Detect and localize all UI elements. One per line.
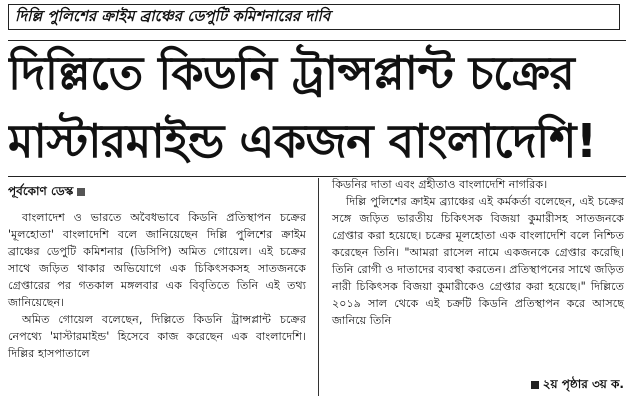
left-paragraph-2: অমিত গোয়েল বলেছেন, দিল্লিতে কিডনি ট্রান্সপ্লান্ট চক্রের নেপথ্যে 'মাস্টারমাইন্ড' হিসেবে কাজ করেছেন এক বাংলাদেশি। দিল্লির হাসপাতালে: [8, 313, 306, 360]
right-column: [332, 176, 624, 329]
continued-on-page: [527, 376, 624, 396]
square-bullet-icon: [77, 188, 85, 196]
top-rule: [8, 40, 626, 41]
kicker-box: [8, 4, 620, 30]
right-paragraph-1: কিডনির দাতা এবং গ্রহীতাও বাংলাদেশি নাগরিক।: [332, 178, 548, 191]
bullet-icon: [531, 381, 539, 389]
byline: [8, 183, 85, 203]
jump-text: ২য় পৃষ্ঠার ৩য় ক.: [542, 377, 624, 391]
left-column: [8, 209, 306, 362]
byline-text: পূর্বকোণ ডেস্ক: [8, 184, 74, 198]
kicker-text: দিল্লি পুলিশের ক্রাইম ব্রাঞ্চের ডেপুটি কমিশনারের দাবি: [15, 6, 331, 25]
column-separator: [318, 178, 319, 396]
headline-line-1: দিল্লিতে কিডনি ট্রান্সপ্লান্ট চক্রের: [8, 46, 575, 100]
left-paragraph-1: বাংলাদেশ ও ভারতে অবৈধভাবে কিডনি প্রতিস্থাপন চক্রের 'মূলহোতা' বাংলাদেশি বলে জানিয়েছেন দিল্লি পুলিশের ক্রাইম ব্রাঞ্চের ডেপুটি কমিশনার (ডিসিপি) অমিত গোয়েল। এই চক্রের সাথে জড়িত থাকার অভিযোগে এক চিকিৎসকসহ সাতজনকে গ্রেপ্তারের পর গতকাল মঙ্গলবার এক বিবৃতিতে তিনি এই তথ্য জানিয়েছেন।: [8, 211, 306, 309]
right-paragraph-2: দিল্লি পুলিশের ক্রাইম ব্র্যাঞ্চের এই কর্মকর্তা বলেছেন, এই চক্রের সঙ্গে জড়িত ভারতীয় চিকিৎসক বিজয়া কুমারীসহ সাতজনকে গ্রেপ্তার করা হয়েছে। চক্রের মূলহোতা এক বাংলাদেশি বলে নিশ্চিত করেছেন তিনি। "আমরা রাসেল নামে একজনকে গ্রেপ্তার করেছি। তিনি রোগী ও দাতাদের ব্যবস্থা করতেন। প্রতিস্থাপনের সাথে জড়িত নারী চিকিৎসক বিজয়া কুমারীকেও গ্রেপ্তার করা হয়েছে।" দিল্লিতে ২০১৯ সাল থেকে এই চক্রটি কিডনি প্রতিস্থাপন করে আসছে জানিয়ে তিনি: [332, 195, 624, 327]
headline-line-2: মাস্টারমাইন্ড একজন বাংলাদেশি!: [8, 114, 597, 168]
